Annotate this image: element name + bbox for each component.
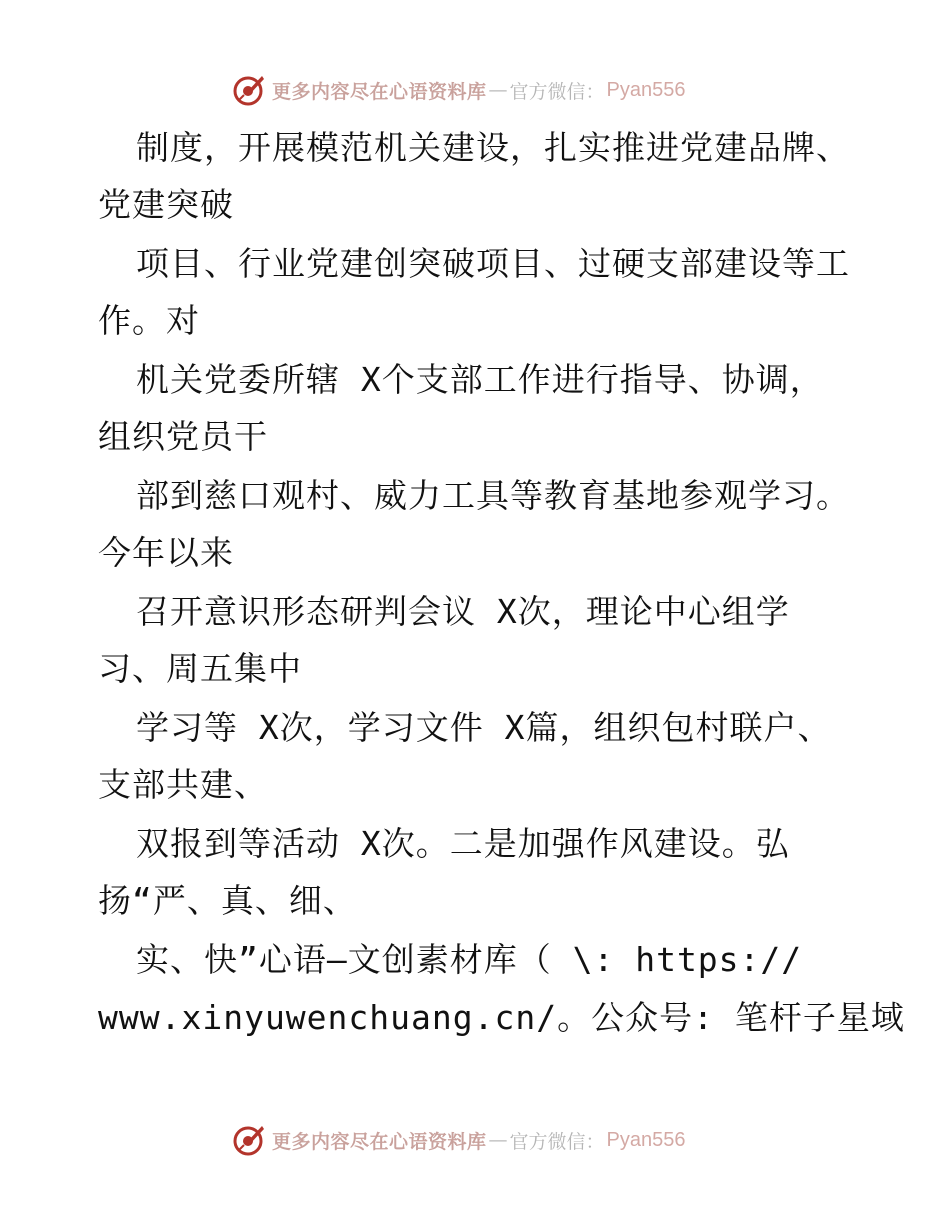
footer-banner[interactable] <box>232 1120 686 1160</box>
banner-title: 更多内容尽在心语资料库 <box>272 1130 487 1153</box>
quill-logo-icon <box>232 1123 266 1157</box>
body-line: 习、周五集中 <box>98 649 302 688</box>
body-line-link[interactable]: www.xinyuwenchuang.cn/。公众号: 笔杆子星域 <box>98 998 905 1037</box>
banner-title: 更多内容尽在心语资料库 <box>272 80 487 103</box>
banner-separator: — <box>488 1129 508 1151</box>
body-line: 学习等 X次，学习文件 X篇，组织包村联户、 <box>136 708 832 747</box>
body-line: 扬“严、真、细、 <box>98 881 357 920</box>
body-line: 机关党委所辖 X个支部工作进行指导、协调， <box>136 360 824 399</box>
quill-logo-icon <box>232 73 266 107</box>
banner-separator: — <box>488 79 508 101</box>
body-line: 制度，开展模范机关建设，扎实推进党建品牌、 <box>136 128 850 167</box>
body-line: 项目、行业党建创突破项目、过硬支部建设等工 <box>136 244 850 283</box>
banner-wechat-id: Pyan556 <box>606 78 686 101</box>
body-line: 实、快”心语—文创素材库（ \: https:// <box>136 940 803 979</box>
body-line: 支部共建、 <box>98 765 268 804</box>
body-line: 作。对 <box>98 301 200 340</box>
banner-wechat-label: 官方微信： <box>509 1130 605 1153</box>
body-line: 今年以来 <box>98 533 234 572</box>
body-line: 双报到等活动 X次。二是加强作风建设。弘 <box>136 824 790 863</box>
banner-wechat-label: 官方微信： <box>509 80 605 103</box>
body-line: 党建突破 <box>98 185 234 224</box>
banner-wechat-id: Pyan556 <box>606 1128 686 1151</box>
body-line: 部到慈口观村、威力工具等教育基地参观学习。 <box>136 476 850 515</box>
body-line: 召开意识形态研判会议 X次，理论中心组学 <box>136 592 790 631</box>
body-line: 组织党员干 <box>98 417 268 456</box>
header-banner[interactable] <box>232 70 686 110</box>
